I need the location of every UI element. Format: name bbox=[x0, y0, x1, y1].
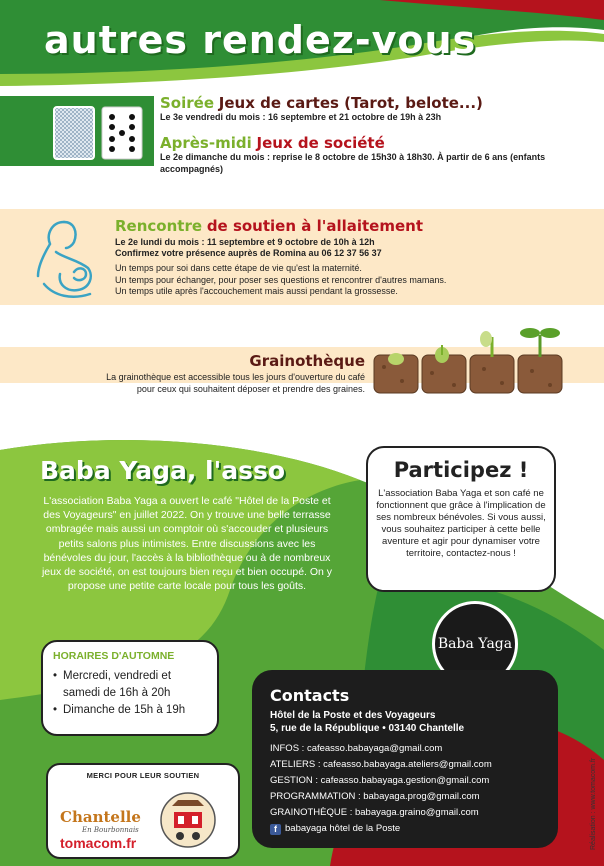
logo-text: Baba Yaga bbox=[437, 636, 513, 652]
grainotheque-line: La grainothèque est accessible tous les jours d'ouverture du café bbox=[106, 372, 365, 382]
contact-facebook[interactable] bbox=[270, 821, 540, 837]
allaitement-description bbox=[115, 263, 446, 298]
contact-email[interactable]: GESTION : cafeasso.babayaga.gestion@gmail.com bbox=[270, 775, 490, 786]
horaires-item: • Mercredi, vendredi et samedi de 16h à 20h bbox=[53, 668, 207, 702]
contact-email[interactable]: GRAINOTHÈQUE : babayaga.graino@gmail.com bbox=[270, 807, 479, 818]
asso-description: L'association Baba Yaga a ouvert le café "Hôtel de la Poste et des Voyageurs" en juillet 2022. On y trouve une belle terrasse ombragée mais aussi un comptoir où s'accouder et plusieurs petits salons plus intimistes. Entre discussions avec les bénévoles du jour, l'accès à la bibliothèque ou à de nombreux jeux de société, on est toujours bien reçu et bien occupé. On y propose une petite carte locale pour tous les goûts. bbox=[41, 495, 333, 593]
credit-text: Réalisation : www.tomacom.fr bbox=[590, 757, 597, 850]
tomacom-logo[interactable]: tomacom.fr bbox=[60, 835, 137, 851]
apres-midi-heading bbox=[160, 134, 385, 152]
soiree-title: Jeux de cartes (Tarot, belote...) bbox=[218, 94, 483, 112]
soiree-prefix: Soirée bbox=[160, 94, 214, 112]
contacts-box bbox=[252, 670, 558, 848]
breastfeeding-mother-icon bbox=[34, 214, 104, 304]
participez-title: Participez ! bbox=[393, 458, 529, 482]
seed-growth-icon bbox=[372, 325, 564, 397]
horaires-box bbox=[41, 640, 219, 736]
playing-cards-icon bbox=[52, 105, 152, 161]
contacts-address bbox=[270, 709, 540, 735]
contacts-place-name: Hôtel de la Poste et des Voyageurs bbox=[270, 710, 436, 721]
cafe-illustration-icon bbox=[158, 790, 218, 850]
participez-box bbox=[366, 446, 556, 592]
contacts-street: 5, rue de la République • 03140 Chantelle bbox=[270, 723, 465, 734]
facebook-page[interactable]: babayaga hôtel de la Poste bbox=[285, 823, 401, 834]
contact-email[interactable]: ATELIERS : cafeasso.babayaga.ateliers@gmail.com bbox=[270, 759, 492, 770]
grainotheque-description bbox=[30, 372, 365, 395]
soutien-title: MERCI POUR LEUR SOUTIEN bbox=[86, 771, 200, 780]
page-title: autres rendez-vous bbox=[44, 18, 477, 62]
grainotheque-line: pour ceux qui souhaitent déposer et prendre des graines. bbox=[136, 383, 365, 394]
allaitement-heading bbox=[115, 217, 423, 235]
soiree-info: Le 3e vendredi du mois : 16 septembre et 21 octobre de 19h à 23h bbox=[160, 112, 442, 122]
apres-midi-title: Jeux de société bbox=[256, 134, 385, 152]
allaitement-contact: Confirmez votre présence auprès de Romina au 06 12 37 56 37 bbox=[115, 248, 382, 258]
allaitement-title: de soutien à l'allaitement bbox=[206, 217, 423, 235]
soiree-heading bbox=[160, 94, 483, 112]
contact-email[interactable]: PROGRAMMATION : babayaga.prog@gmail.com bbox=[270, 791, 480, 802]
participez-text: L'association Baba Yaga et son café ne fonctionnent que grâce à l'implication de ses nombreux bénévoles. Si vous aussi, vous souhaitez participer à cette belle aventure et agir pour dynamiser votre territoire, contactez-nous ! bbox=[376, 488, 546, 559]
horaires-list bbox=[53, 668, 207, 719]
allaitement-date: Le 2e lundi du mois : 11 septembre et 9 octobre de 10h à 12h bbox=[115, 237, 375, 247]
horaires-title: HORAIRES D'AUTOMNE bbox=[53, 650, 175, 662]
contacts-title: Contacts bbox=[270, 686, 350, 705]
contacts-list bbox=[270, 741, 540, 837]
facebook-icon: f bbox=[270, 824, 281, 835]
apres-midi-info: Le 2e dimanche du mois : reprise le 8 octobre de 15h30 à 18h30. À partir de 6 ans (enfants accompagnés) bbox=[160, 152, 546, 174]
asso-title: Baba Yaga, l'asso bbox=[40, 456, 286, 485]
apres-midi-prefix: Après-midi bbox=[160, 134, 252, 152]
horaires-item: • Dimanche de 15h à 19h bbox=[53, 702, 207, 719]
allaitement-line: Un temps pour échanger, pour poser ses questions et rencontrer d'autres mamans. bbox=[115, 274, 447, 285]
chantelle-subtitle: En Bourbonnais bbox=[82, 826, 139, 834]
chantelle-logo: Chantelle bbox=[60, 808, 141, 826]
allaitement-line: Un temps pour soi dans cette étape de vie qu'est la maternité. bbox=[115, 263, 362, 273]
allaitement-line: Un temps utile après l'accouchement mais aussi pendant la grossesse. bbox=[115, 286, 398, 296]
contact-email[interactable]: INFOS : cafeasso.babayaga@gmail.com bbox=[270, 743, 443, 754]
allaitement-prefix: Rencontre bbox=[115, 217, 203, 235]
grainotheque-title: Grainothèque bbox=[249, 352, 365, 370]
